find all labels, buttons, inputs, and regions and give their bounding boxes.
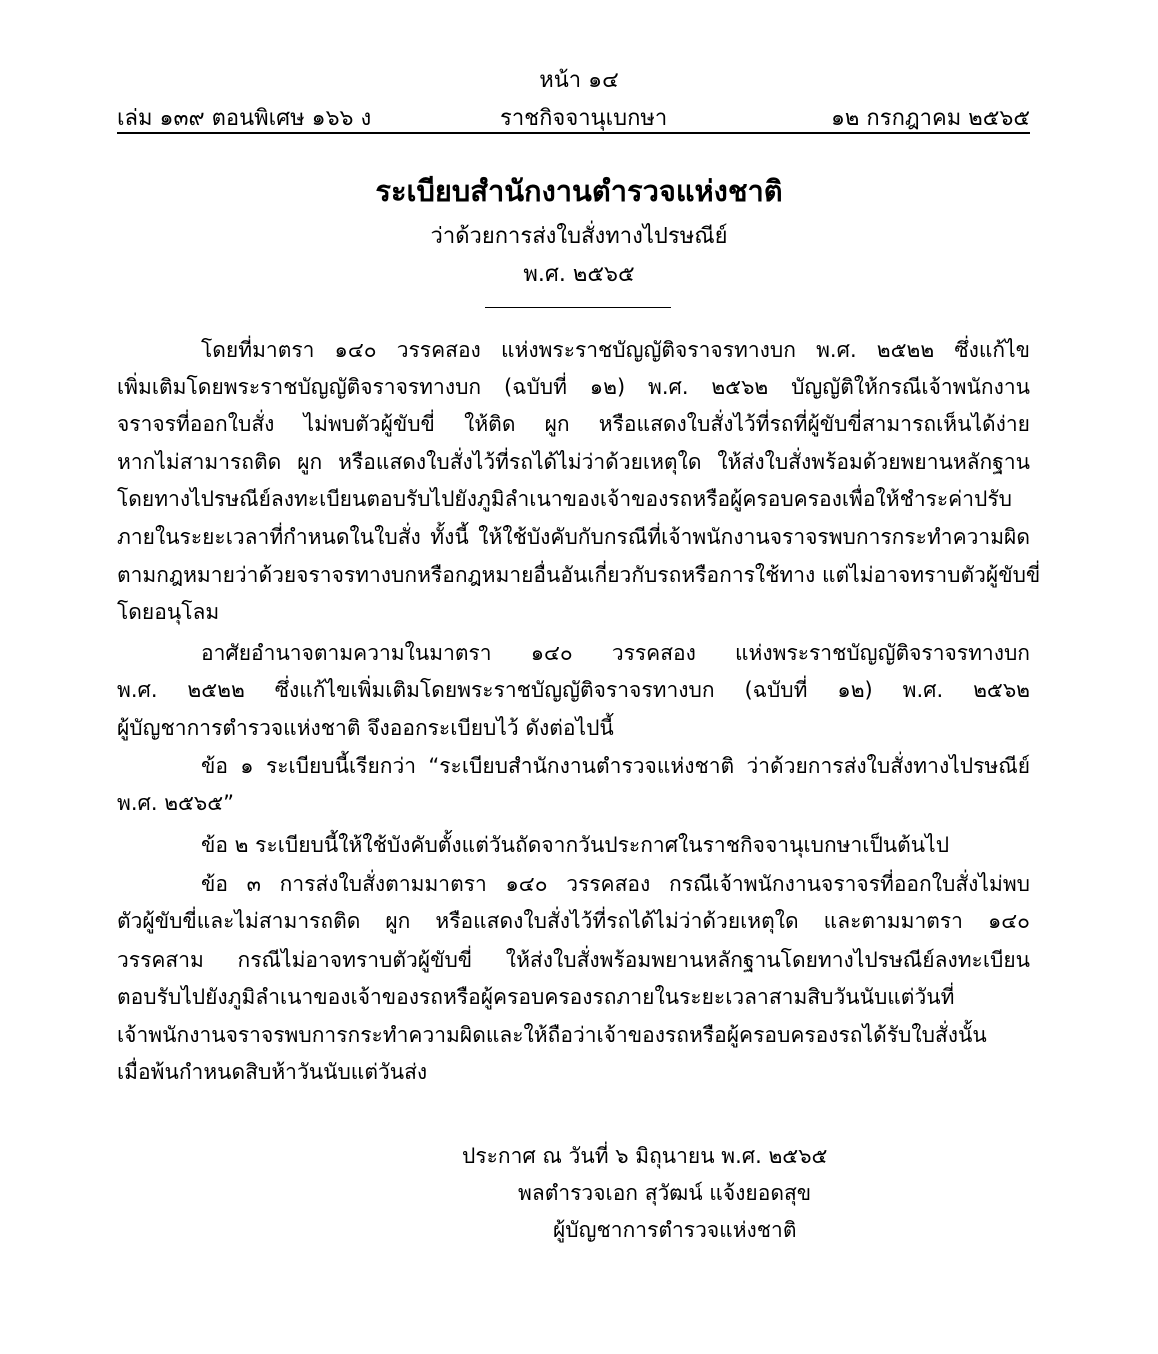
body-line: ผู้บัญชาการตำรวจแห่งชาติ จึงออกระเบียบไว้ ดังต่อไปนี้ (117, 716, 614, 740)
body-line: เมื่อพ้นกำหนดสิบห้าวันนับแต่วันส่ง (117, 1060, 428, 1084)
body-line: วรรคสาม กรณีไม่อาจทราบตัวผู้ขับขี่ ให้ส่งใบสั่งพร้อมพยานหลักฐานโดยทางไปรษณีย์ลงทะเบียน (117, 948, 1030, 972)
body-line: ตามกฎหมายว่าด้วยจราจรทางบกหรือกฎหมายอื่นอันเกี่ยวกับรถหรือการใช้ทาง แต่ไม่อาจทราบตัวผู้ขับขี่ (117, 563, 1041, 587)
signatory-name: พลตำรวจเอก สุวัฒน์ แจ้งยอดสุข (518, 1181, 812, 1205)
body-line: ข้อ ๓ การส่งใบสั่งตามมาตรา ๑๔๐ วรรคสอง กรณีเจ้าพนักงานจราจรที่ออกใบสั่งไม่พบ (201, 872, 1030, 896)
publication-date: ๑๒ กรกฎาคม ๒๕๖๕ (830, 106, 1030, 131)
title-rule (485, 307, 671, 308)
header-rule (117, 132, 1030, 134)
document-year: พ.ศ. ๒๕๖๕ (523, 262, 635, 287)
gazette-header (117, 100, 1030, 130)
body-line: ตอบรับไปยังภูมิลำเนาของเจ้าของรถหรือผู้ครอบครองรถภายในระยะเวลาสามสิบวันนับแต่วันที่ (117, 985, 955, 1009)
body-line: พ.ศ. ๒๕๒๒ ซึ่งแก้ไขเพิ่มเติมโดยพระราชบัญญัติจราจรทางบก (ฉบับที่ ๑๒) พ.ศ. ๒๕๖๒ (117, 678, 1030, 702)
body-line: โดยที่มาตรา ๑๔๐ วรรคสอง แห่งพระราชบัญญัติจราจรทางบก พ.ศ. ๒๕๒๒ ซึ่งแก้ไข (201, 338, 1030, 362)
publication-name: ราชกิจจานุเบกษา (500, 106, 668, 131)
body-line: โดยทางไปรษณีย์ลงทะเบียนตอบรับไปยังภูมิลำเนาของเจ้าของรถหรือผู้ครอบครองเพื่อให้ชำระค่าปรับ (117, 487, 1012, 511)
body-line: จราจรที่ออกใบสั่ง ไม่พบตัวผู้ขับขี่ ให้ติด ผูก หรือแสดงใบสั่งไว้ที่รถที่ผู้ขับขี่สามารถเห็นได้ง่าย (117, 412, 1030, 436)
body-line: เจ้าพนักงานจราจรพบการกระทำความผิดและให้ถือว่าเจ้าของรถหรือผู้ครอบครองรถได้รับใบสั่งนั้น (117, 1023, 987, 1047)
body-line: ภายในระยะเวลาที่กำหนดในใบสั่ง ทั้งนี้ ให้ใช้บังคับกับกรณีที่เจ้าพนักงานจราจรพบการกระทำความผิด (117, 525, 1030, 549)
page-number: หน้า ๑๔ (539, 68, 619, 93)
body-line: ตัวผู้ขับขี่และไม่สามารถติด ผูก หรือแสดงใบสั่งไว้ที่รถได้ไม่ว่าด้วยเหตุใด และตามมาตรา ๑๔๐ (117, 909, 1030, 933)
signatory-position: ผู้บัญชาการตำรวจแห่งชาติ (553, 1218, 797, 1242)
volume-info: เล่ม ๑๓๙ ตอนพิเศษ ๑๖๖ ง (117, 106, 372, 131)
announcement-date: ประกาศ ณ วันที่ ๖ มิถุนายน พ.ศ. ๒๕๖๕ (462, 1144, 828, 1168)
document-title: ระเบียบสำนักงานตำรวจแห่งชาติ (375, 174, 783, 208)
document-subtitle: ว่าด้วยการส่งใบสั่งทางไปรษณีย์ (430, 224, 728, 249)
body-line: ข้อ ๑ ระเบียบนี้เรียกว่า “ระเบียบสำนักงานตำรวจแห่งชาติ ว่าด้วยการส่งใบสั่งทางไปรษณีย์ (201, 754, 1030, 778)
body-line: ข้อ ๒ ระเบียบนี้ให้ใช้บังคับตั้งแต่วันถัดจากวันประกาศในราชกิจจานุเบกษาเป็นต้นไป (201, 833, 950, 857)
body-line: หากไม่สามารถติด ผูก หรือแสดงใบสั่งไว้ที่รถได้ไม่ว่าด้วยเหตุใด ให้ส่งใบสั่งพร้อมด้วยพยานหลักฐาน (117, 450, 1030, 474)
body-line: อาศัยอำนาจตามความในมาตรา ๑๔๐ วรรคสอง แห่งพระราชบัญญัติจราจรทางบก (201, 641, 1030, 665)
body-line: โดยอนุโลม (117, 600, 220, 624)
body-line: เพิ่มเติมโดยพระราชบัญญัติจราจรทางบก (ฉบับที่ ๑๒) พ.ศ. ๒๕๖๒ บัญญัติให้กรณีเจ้าพนักงาน (117, 375, 1030, 399)
body-line: พ.ศ. ๒๕๖๕” (117, 791, 235, 815)
